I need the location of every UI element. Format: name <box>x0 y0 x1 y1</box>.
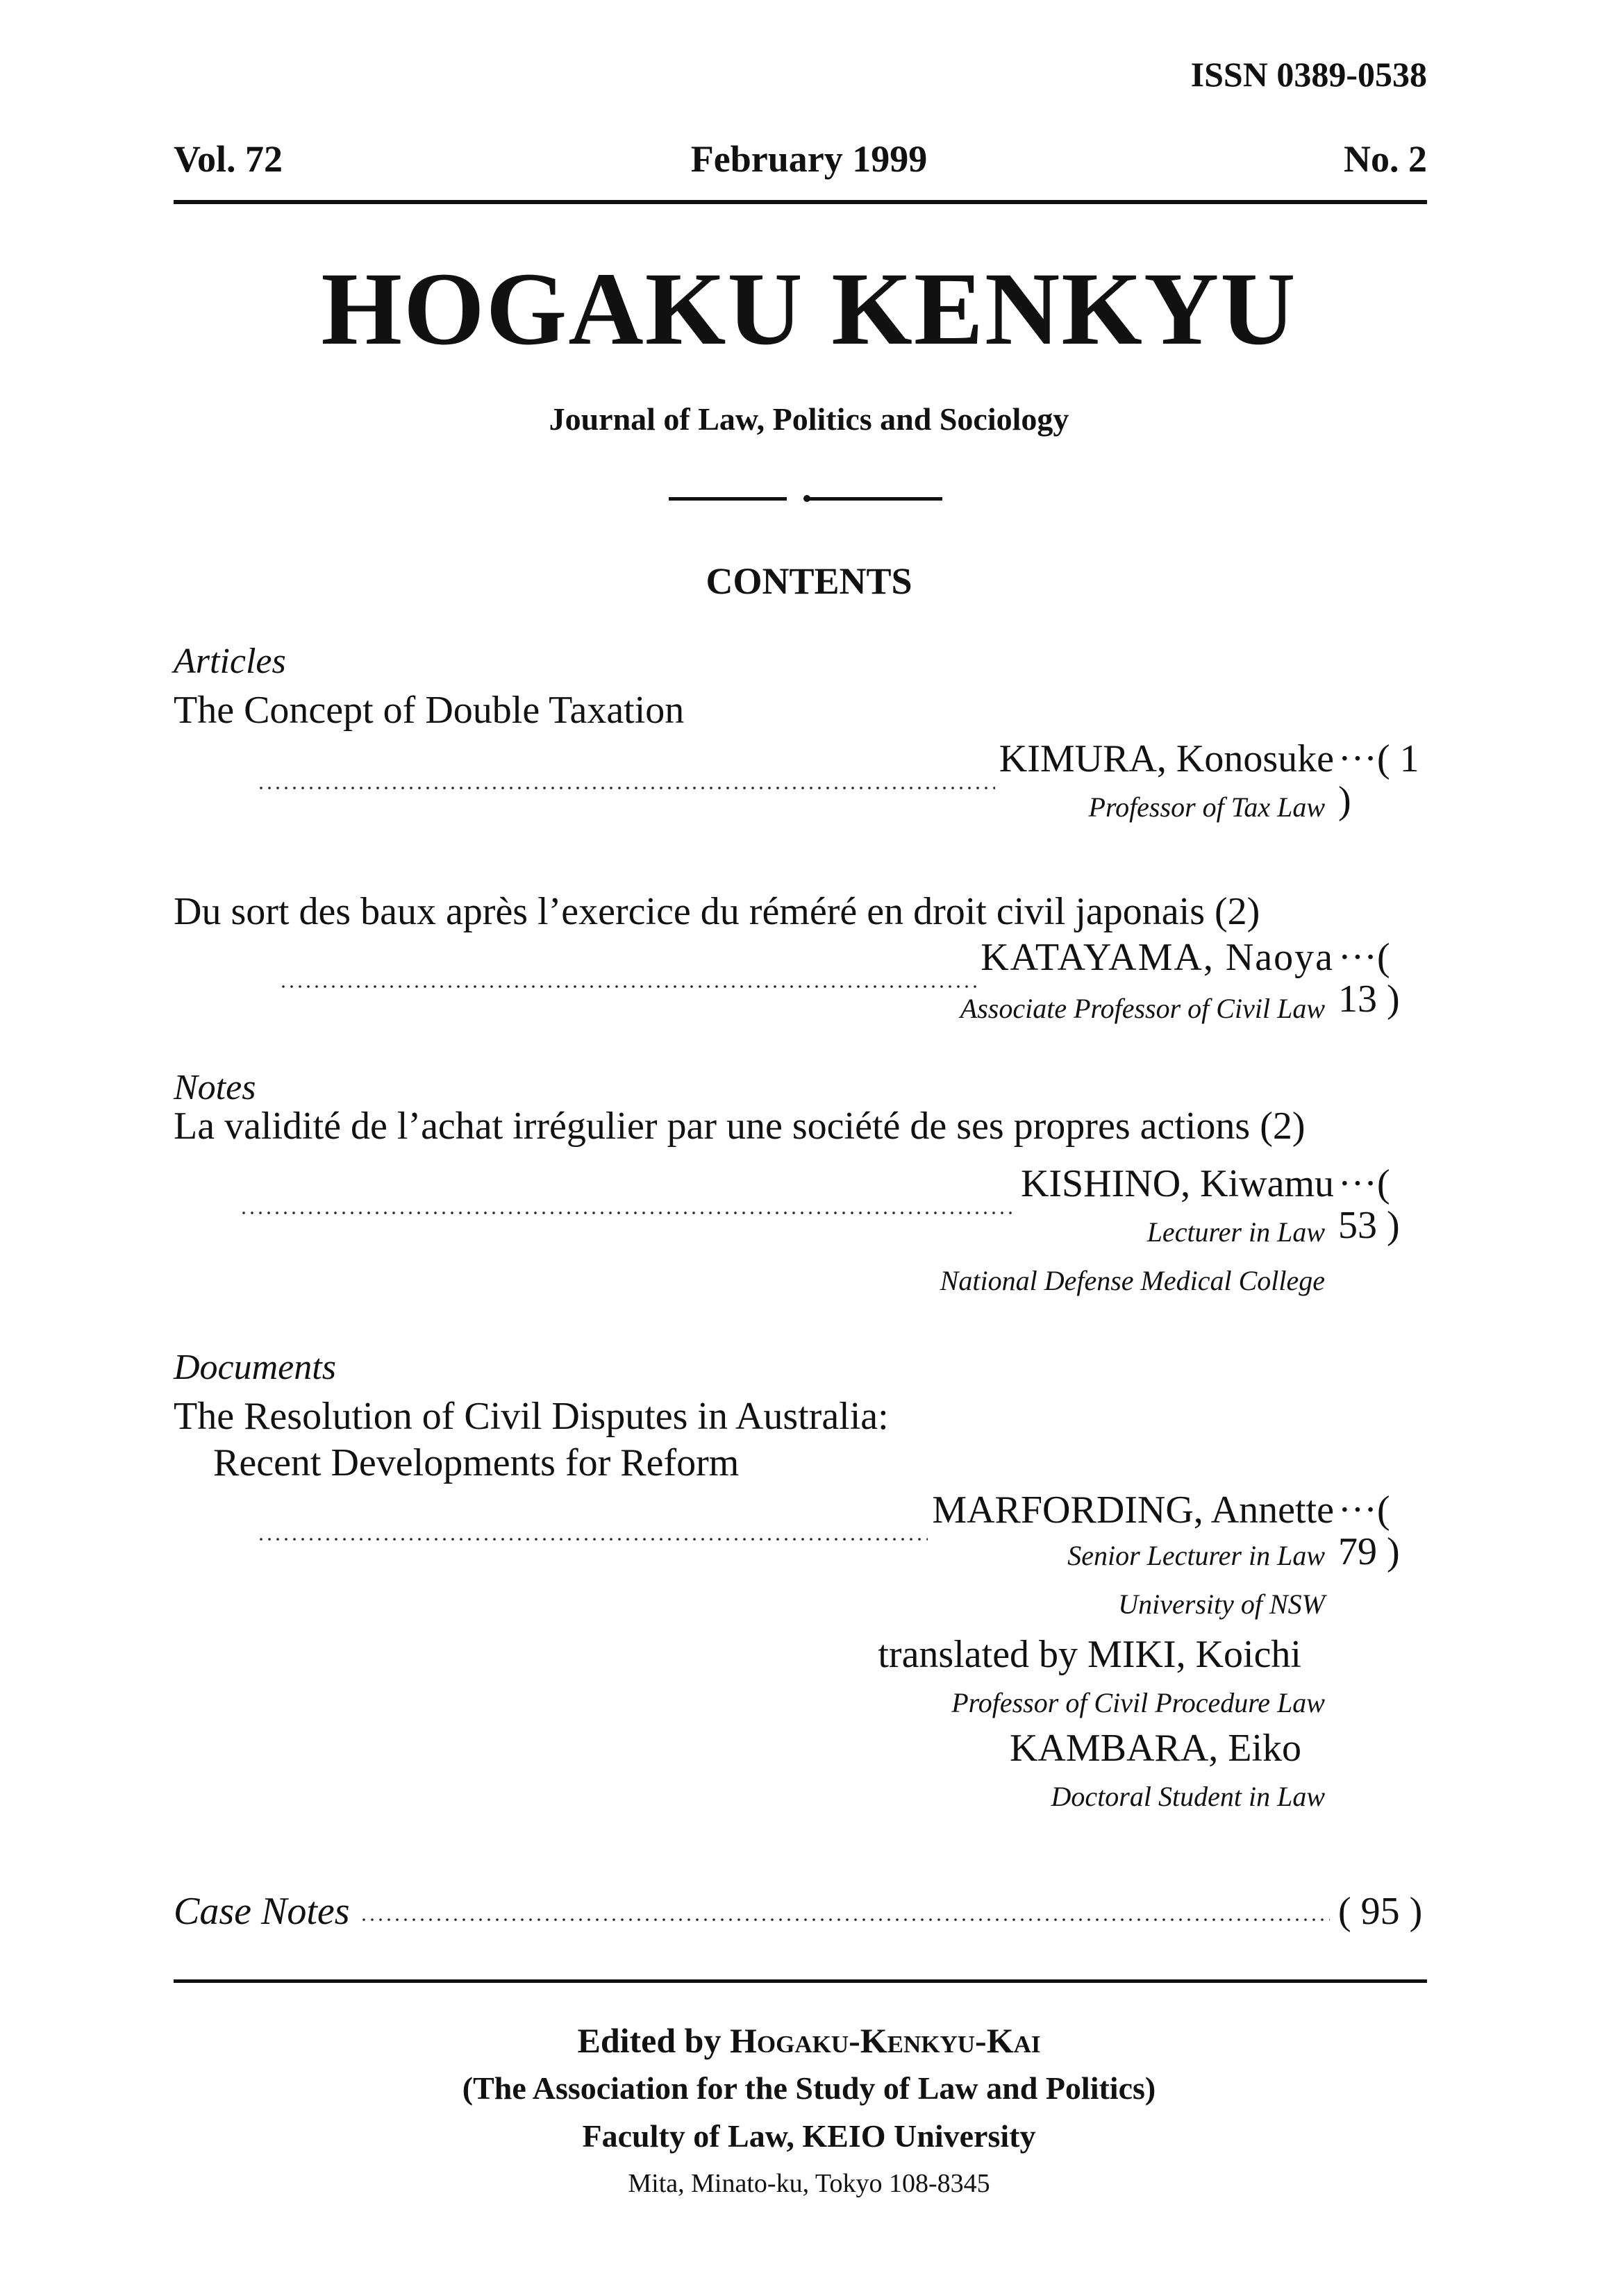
volume: Vol. 72 <box>174 138 283 180</box>
issn: ISSN 0389-0538 <box>1190 55 1427 94</box>
leader-dots <box>360 1918 1330 1921</box>
faculty-name: Faculty of Law, KEIO University <box>582 2118 1036 2154</box>
author-affiliation: Associate Professor of Civil Law <box>960 993 1325 1024</box>
translator-name: translated by MIKI, Koichi <box>878 1633 1301 1676</box>
translator-affiliation: Professor of Civil Procedure Law <box>951 1687 1325 1718</box>
header-rule <box>174 200 1427 204</box>
page-number: ···( 53 ) <box>1338 1162 1400 1247</box>
section-label-case-notes: Case Notes <box>174 1890 350 1933</box>
association-name: (The Association for the Study of Law and Politics) <box>462 2070 1156 2106</box>
note-title[interactable]: La validité de l’achat irrégulier par une société de ses propres actions (2) <box>174 1105 1306 1148</box>
leader-dots <box>240 1212 1017 1214</box>
page-number: ···( 13 ) <box>1338 936 1400 1021</box>
journal-title: HOGAKU KENKYU <box>321 251 1297 367</box>
section-label-notes: Notes <box>174 1068 256 1107</box>
author-affiliation: Senior Lecturer in Law <box>1067 1540 1325 1571</box>
ornament-line-left <box>669 497 787 501</box>
ornament-line-right <box>809 497 942 501</box>
article-title[interactable]: Du sort des baux après l’exercice du réméré en droit civil japonais (2) <box>174 890 1260 933</box>
translator-affiliation: Doctoral Student in Law <box>1051 1781 1325 1812</box>
contents-heading: CONTENTS <box>706 560 912 602</box>
edited-by <box>0 2022 1618 2059</box>
page-number: ···( 79 ) <box>1338 1489 1400 1573</box>
leader-dots <box>257 787 995 789</box>
page-number: ( 95 ) <box>1338 1890 1423 1933</box>
leader-dots <box>257 1538 928 1541</box>
document-title-line1[interactable]: The Resolution of Civil Disputes in Australia: <box>174 1395 889 1438</box>
page-number: ···( 1 ) <box>1338 737 1419 822</box>
author-name: KATAYAMA, Naoya <box>981 936 1334 979</box>
section-label-documents: Documents <box>174 1348 336 1387</box>
editor-name: Hogaku-Kenkyu-Kai <box>730 2021 1041 2060</box>
journal-subtitle: Journal of Law, Politics and Sociology <box>549 401 1069 437</box>
author-name: KISHINO, Kiwamu <box>1020 1162 1334 1205</box>
author-affiliation: Professor of Tax Law <box>1088 791 1325 823</box>
document-title-line2[interactable]: Recent Developments for Reform <box>213 1441 740 1484</box>
article-title[interactable]: The Concept of Double Taxation <box>174 689 685 732</box>
toc-entry-case-notes[interactable] <box>174 1891 1427 1932</box>
translator-name: KAMBARA, Eiko <box>1009 1727 1301 1770</box>
issue-number: No. 2 <box>1344 138 1427 180</box>
leader-dots <box>279 985 976 988</box>
author-name: KIMURA, Konosuke <box>999 737 1334 780</box>
author-name: MARFORDING, Annette <box>932 1489 1334 1532</box>
address: Mita, Minato-ku, Tokyo 108-8345 <box>628 2169 990 2198</box>
edited-by-prefix: Edited by <box>577 2021 722 2060</box>
author-affiliation: Lecturer in Law <box>1146 1216 1325 1248</box>
author-institution: University of NSW <box>1118 1589 1325 1620</box>
footer-rule <box>174 1979 1427 1983</box>
issue-date: February 1999 <box>690 138 928 180</box>
section-label-articles: Articles <box>174 642 286 681</box>
author-institution: National Defense Medical College <box>940 1265 1325 1296</box>
